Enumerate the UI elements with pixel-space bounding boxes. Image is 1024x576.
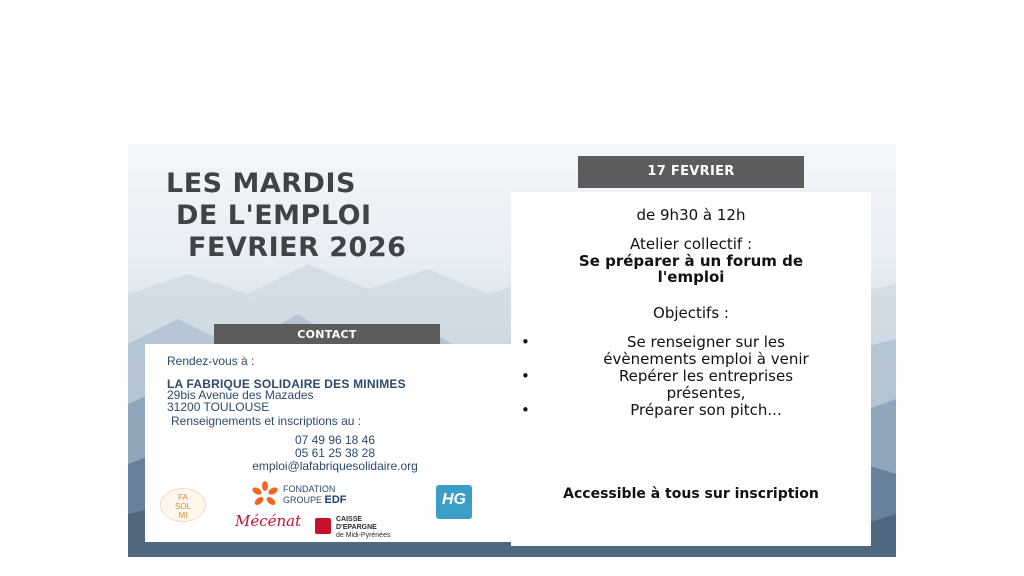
organization-name: LA FABRIQUE SOLIDAIRE DES MINIMES: [167, 377, 406, 391]
contact-card: [145, 344, 525, 542]
caisse-epargne-logo: [315, 516, 435, 542]
contact-details: [145, 434, 525, 473]
title-line-3: FEVRIER 2026: [188, 232, 407, 263]
objective-item: [511, 334, 871, 368]
bullet-icon: •: [521, 401, 530, 419]
edf-logo-text: [283, 484, 347, 506]
objective-item: [511, 368, 871, 402]
edf-line-2a: GROUPE: [283, 495, 325, 505]
fabrique-logo-fa: FA: [178, 493, 188, 502]
mecenat-signature: Mécénat: [235, 512, 302, 530]
edf-line-2: [283, 495, 347, 506]
poster-title: [166, 168, 466, 264]
workshop-title-line-1: Se préparer à un forum de: [578, 252, 804, 270]
ce-line-2: D'EPARGNE: [336, 524, 377, 531]
date-header: 17 FEVRIER: [578, 156, 804, 188]
ce-line-3: de Midi-Pyrénées: [336, 532, 391, 539]
bullet-icon: •: [521, 367, 530, 385]
address: [167, 389, 314, 413]
objective-1-line-2: évènements emploi à venir: [603, 350, 809, 368]
fondation-edf-logo: [251, 481, 361, 507]
event-info-card: [511, 192, 871, 546]
ce-line-1: CAISSE: [336, 516, 363, 523]
objectives-title: Objectifs :: [653, 304, 729, 322]
fabrique-solidaire-logo: [160, 488, 206, 522]
workshop-title: [511, 253, 871, 285]
workshop-title-line-2: l'emploi: [657, 268, 725, 286]
caisse-epargne-text: [336, 516, 390, 540]
fabrique-logo-sol: SOL: [174, 502, 191, 511]
atelier-label: Atelier collectif :: [630, 235, 752, 253]
edf-sun-icon: [251, 481, 279, 507]
objective-2-line-1: Repérer les entreprises: [618, 367, 794, 385]
rdv-label: Rendez-vous à :: [167, 354, 255, 368]
event-hours: de 9h30 à 12h: [636, 206, 746, 224]
address-line-1: 29bis Avenue des Mazades: [167, 388, 314, 402]
address-line-2: 31200 TOULOUSE: [167, 400, 270, 414]
contact-header: CONTACT: [214, 324, 440, 345]
event-poster: [128, 144, 896, 557]
edf-line-1: FONDATION: [283, 484, 336, 494]
hg-logo: HG: [436, 485, 472, 519]
objective-1-line-1: Se renseigner sur les: [627, 333, 785, 351]
edf-line-2b: EDF: [324, 494, 347, 506]
phone-2[interactable]: 05 61 25 38 28: [294, 446, 376, 460]
objective-item: [511, 402, 871, 419]
objective-2-line-2: présentes,: [666, 384, 746, 402]
fabrique-logo-mi: MI: [178, 511, 188, 520]
phone-1[interactable]: 07 49 96 18 46: [294, 433, 376, 447]
caisse-epargne-icon: [315, 518, 331, 534]
title-line-2: DE L'EMPLOI: [176, 200, 372, 231]
accessibility-note: Accessible à tous sur inscription: [563, 486, 819, 502]
bullet-icon: •: [521, 333, 530, 351]
email-link[interactable]: emploi@lafabriquesolidaire.org: [252, 459, 418, 473]
objective-3-line-1: Préparer son pitch...: [630, 401, 782, 419]
objectives-list: [511, 334, 871, 419]
renseignements-label: Renseignements et inscriptions au :: [171, 414, 362, 428]
title-line-1: LES MARDIS: [166, 168, 356, 199]
